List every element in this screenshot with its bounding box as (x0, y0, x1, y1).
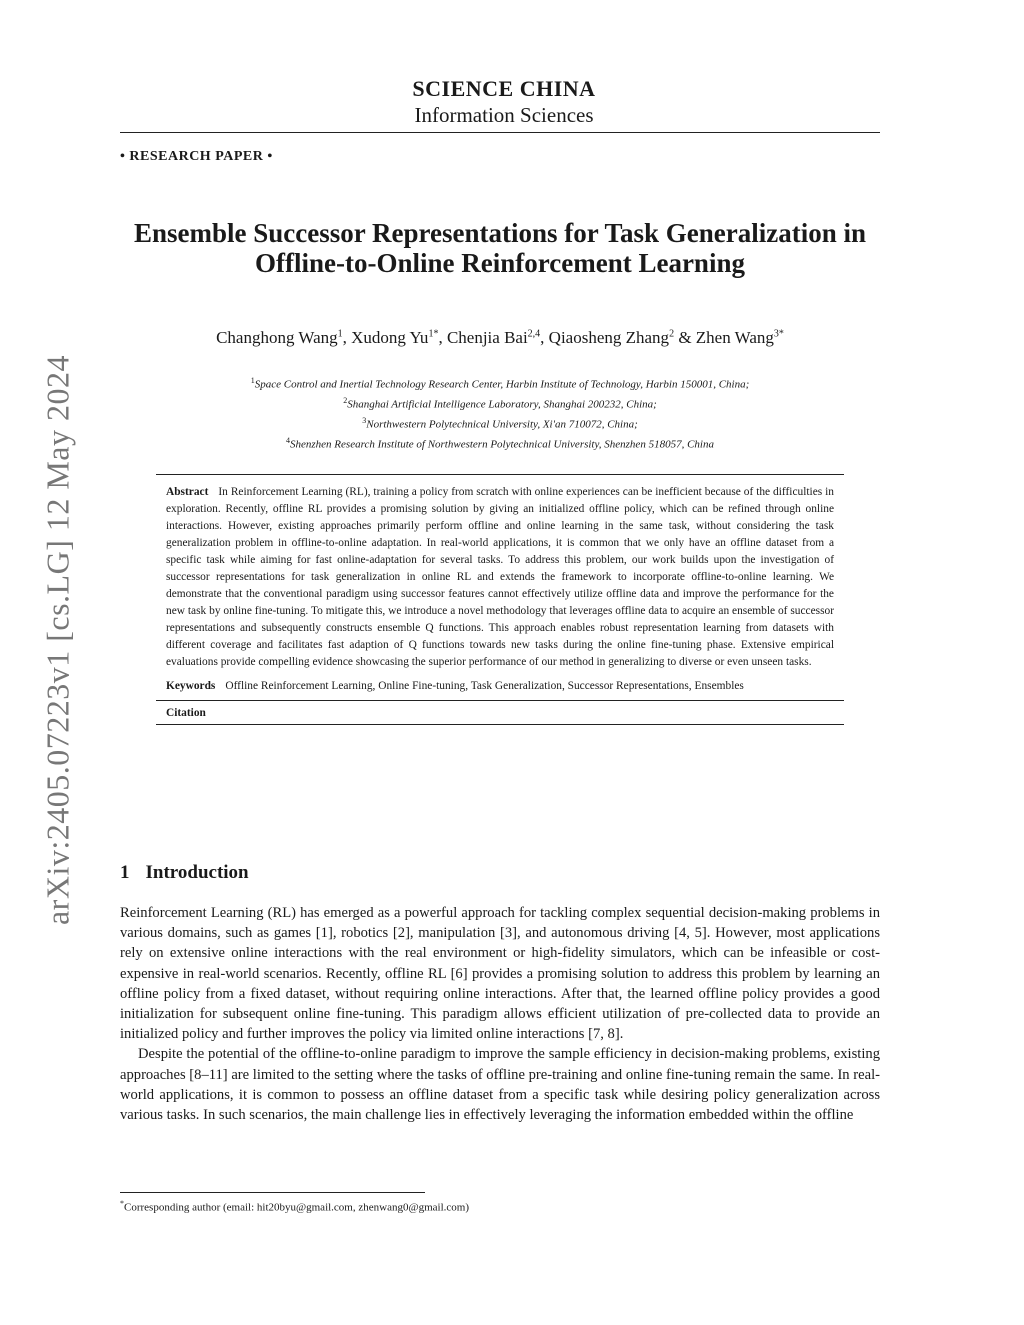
keywords-text: Offline Reinforcement Learning, Online Fine-tuning, Task Generalization, Successor Representations, Ensembles (225, 680, 744, 692)
abstract-top-rule (156, 474, 844, 475)
author-list (100, 328, 900, 348)
keywords-label: Keywords (166, 680, 216, 692)
body-text (120, 903, 880, 1125)
section-number: 1 (120, 862, 130, 883)
abstract-bottom-rule (156, 724, 844, 725)
abstract-text: In Reinforcement Learning (RL), training a policy from scratch with online experiences can be inefficient because of the difficulties in exploration. Recently, offline RL provides a promising solution by giving an initialized offline policy, which can be refined through online interactions. However, existing approaches primarily perform offline and online learning in the same task, without considering the task generalization problem in offline-to-online adaptation. In real-world applications, it is common that we only have an offline dataset from a specific task while aiming for fast online-adaptation for several tasks. To address this problem, our work builds upon the investigation of successor representations for task generalization in online RL and extends the framework to incorporate offline-to-online learning. We demonstrate that the conventional paradigm using successor features cannot effectively utilize offline data and improve the performance for the new task by online fine-tuning. To mitigate this, we introduce a novel methodology that leverages offline data to acquire an ensemble of successor representations and subsequently constructs ensemble Q functions. This approach enables robust representation learning from datasets with different coverage and facilitates fast adaption of Q functions towards new tasks during the online fine-tuning phase. Extensive empirical evaluations provide compelling evidence showcasing the superior performance of our method in generalizing to diverse or even unseen tasks. (166, 486, 834, 668)
journal-header (0, 76, 1008, 128)
header-rule (120, 132, 880, 133)
abstract-box (156, 474, 844, 725)
section-title: Introduction (145, 862, 249, 883)
author: Xudong $Yu^{1*}$, (351, 328, 447, 347)
citation-label: Citation (166, 707, 206, 719)
paragraph: Despite the potential of the offline-to-online paradigm to improve the sample efficiency in decision-making problems, existing approaches [8–11] are limited to the setting where the tasks of offline pre-training and online fine-tuning remain the same. In real-world applications, it is common to possess an offline dataset from a specific task while desiring policy generalization across various tasks. In such scenarios, the main challenge lies in effectively leveraging the information embedded within the offline (120, 1046, 880, 1124)
affiliation: $^3$Northwestern Polytechnical University, Xi'an 710072, China; (362, 416, 638, 431)
journal-subtitle: Information Sciences (414, 103, 594, 127)
footnote-text: Corresponding author (email: hit20byu@gmail.com, zhenwang0@gmail.com) (124, 1201, 469, 1214)
author: Changhong Wang$^1$, (216, 328, 352, 347)
arxiv-stamp-text: arXiv:2405.07223v1 [cs.LG] 12 May 2024 (39, 354, 76, 926)
footnote-rule (120, 1192, 425, 1193)
paper-type: • RESEARCH PAPER • (120, 149, 273, 164)
affiliation: $^2$Shanghai Artificial Intelligence Laboratory, Shanghai 200232, China; (343, 396, 657, 411)
author: Chenjia Bai$^{2,4}$, (446, 328, 549, 347)
author: Qiaosheng Zhang$^2$ & (548, 328, 696, 347)
affiliation: $^4$Shenzhen Research Institute of Northwestern Polytechnical University, Shenzhen 518057, China (286, 436, 714, 452)
abstract-label: Abstract (166, 486, 209, 498)
journal-name: SCIENCE CHINA (412, 76, 596, 101)
paragraph: Reinforcement Learning (RL) has emerged as a powerful approach for tackling complex sequential decision-making problems in various domains, such as games [1], robotics [2], manipulation [3], and autonomous driving [4, 5]. However, most applications rely on extensive online interactions with the real environment or high-fidelity simulators, which can be infeasible or cost-expensive in real-world scenarios. Recently, offline RL [6] provides a promising solution to address this problem by learning an offline policy from a fixed dataset, without requiring online interactions. After that, the learned offline policy provides a good initialization for subsequent online fine-tuning. This paradigm allows efficient utilization of pre-collected data to provide an initialized policy and further improves the policy via limited online interactions [7, 8]. (120, 905, 880, 1043)
affiliation: $^1$Space Control and Inertial Technology Research Center, Harbin Institute of Technology, Harbin 150001, China; (250, 376, 750, 391)
citation-rule (156, 700, 844, 701)
abstract (166, 484, 834, 671)
paper-title: Ensemble Successor Representations for Task Generalization in Offline-to-Online Reinforcement Learning (133, 218, 867, 278)
keywords (166, 678, 834, 695)
author: Zhen Wang$^{3*}$ (695, 328, 784, 347)
section-heading (120, 862, 249, 884)
footnote: *Corresponding author (email: hit20byu@gmail.com, zhenwang0@gmail.com) (120, 1199, 469, 1214)
affiliation-list (100, 373, 900, 454)
